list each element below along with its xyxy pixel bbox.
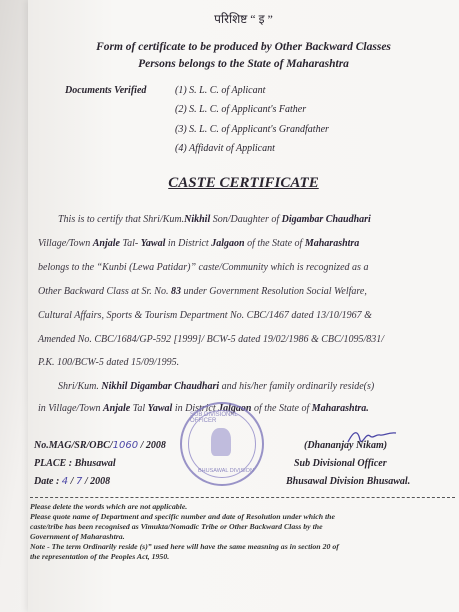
residence-line: Shri/Kum. Nikhil Digambar Chaudhari and his/her family ordinarily reside(s): [58, 381, 375, 392]
document-item: (3) S. L. C. of Applicant's Grandfather: [175, 124, 329, 135]
certificate-line: Village/Town Anjale Tal- Yawal in District Jalgaon of the State of Maharashtra: [38, 238, 360, 249]
officer-division: Bhusawal Division Bhusawal.: [286, 476, 411, 487]
emblem-icon: [211, 428, 231, 456]
district-name: Jalgaon: [211, 238, 245, 249]
footnote: Please quote name of Department and specific number and date of Resolution under which the: [30, 512, 335, 521]
state-name: Maharashtra.: [311, 403, 369, 414]
appendix-heading: परिशिष्ट “ इ ”: [214, 12, 273, 26]
place-line: PLACE : Bhusawal: [34, 458, 116, 469]
document-item: (2) S. L. C. of Applicant's Father: [175, 104, 307, 115]
serial-number: 83: [170, 286, 181, 297]
district-name: Jalgaon: [218, 403, 252, 414]
stamp-text: SUB DIVISIONAL OFFICER: [190, 412, 238, 424]
father-name: Digambar Chaudhari: [281, 214, 371, 225]
official-seal-stamp: [180, 402, 264, 486]
certificate-line: belongs to the “Kunbi (Lewa Patidar)” caste/Community which is recognized as a: [38, 262, 369, 273]
form-title-line-2: Persons belongs to the State of Maharashtra: [138, 58, 349, 70]
applicant-first-name: Nikhil: [184, 214, 211, 225]
officer-name: (Dhananjay Nikam): [304, 440, 388, 451]
divider: [30, 497, 455, 498]
handwritten-day: 4: [61, 476, 69, 487]
applicant-full-name: Nikhil Digambar Chaudhari: [101, 381, 220, 392]
residence-line: in Village/Town Anjale Tal Yawal in District Jalgaon of the State of Maharashtra.: [38, 403, 369, 414]
certificate-title: CASTE CERTIFICATE: [168, 175, 319, 191]
certificate-line: This is to certify that Shri/Kum.Nikhil Son/Daughter of Digambar Chaudhari: [58, 214, 371, 225]
village-name: Anjale: [103, 403, 131, 414]
document-item: (1) S. L. C. of Aplicant: [175, 85, 266, 96]
certificate-sheet: [28, 0, 459, 612]
date-line: Date : 4 / 7 / 2008: [34, 476, 111, 487]
taluka-name: Yawal: [147, 403, 173, 414]
village-name: Anjale: [92, 238, 120, 249]
stamp-text: BHUSAWAL DIVISION: [198, 468, 254, 474]
form-title-line-1: Form of certificate to be produced by Other Backward Classes: [96, 41, 391, 53]
certificate-line: Amended No. CBC/1684/GP-592 [1999]/ BCW-5 dated 19/02/1986 & CBC/1095/831/: [38, 334, 385, 345]
certificate-line: P.K. 100/BCW-5 dated 15/09/1995.: [38, 357, 180, 368]
footnote: Please delete the words which are not applicable.: [30, 502, 188, 511]
documents-verified-label: Documents Verified: [65, 85, 147, 96]
handwritten-month: 7: [75, 476, 83, 487]
certificate-line: Cultural Affairs, Sports & Tourism Department No. CBC/1467 dated 13/10/1967 &: [38, 310, 372, 321]
footnote: Government of Maharashtra.: [30, 532, 125, 541]
officer-designation: Sub Divisional Officer: [294, 458, 387, 469]
taluka-name: Yawal: [140, 238, 166, 249]
state-name: Maharashtra: [304, 238, 360, 249]
certificate-number: No.MAG/SR/OBC/1060 / 2008: [34, 440, 166, 451]
handwritten-number: 1060: [112, 440, 139, 451]
footnote: the representation of the Peoples Act, 1950.: [30, 552, 170, 561]
footnote: Note - The term Ordinarily reside (s)” used here will have the same measning as in section 20 of: [30, 542, 339, 551]
footnote: caste/tribe has been recognised as Vimukta/Nomadic Tribe or Other Backward Class by the: [30, 522, 323, 531]
certificate-line: Other Backward Class at Sr. No. 83 under Government Resolution Social Welfare,: [38, 286, 367, 297]
document-item: (4) Affidavit of Applicant: [175, 143, 275, 154]
